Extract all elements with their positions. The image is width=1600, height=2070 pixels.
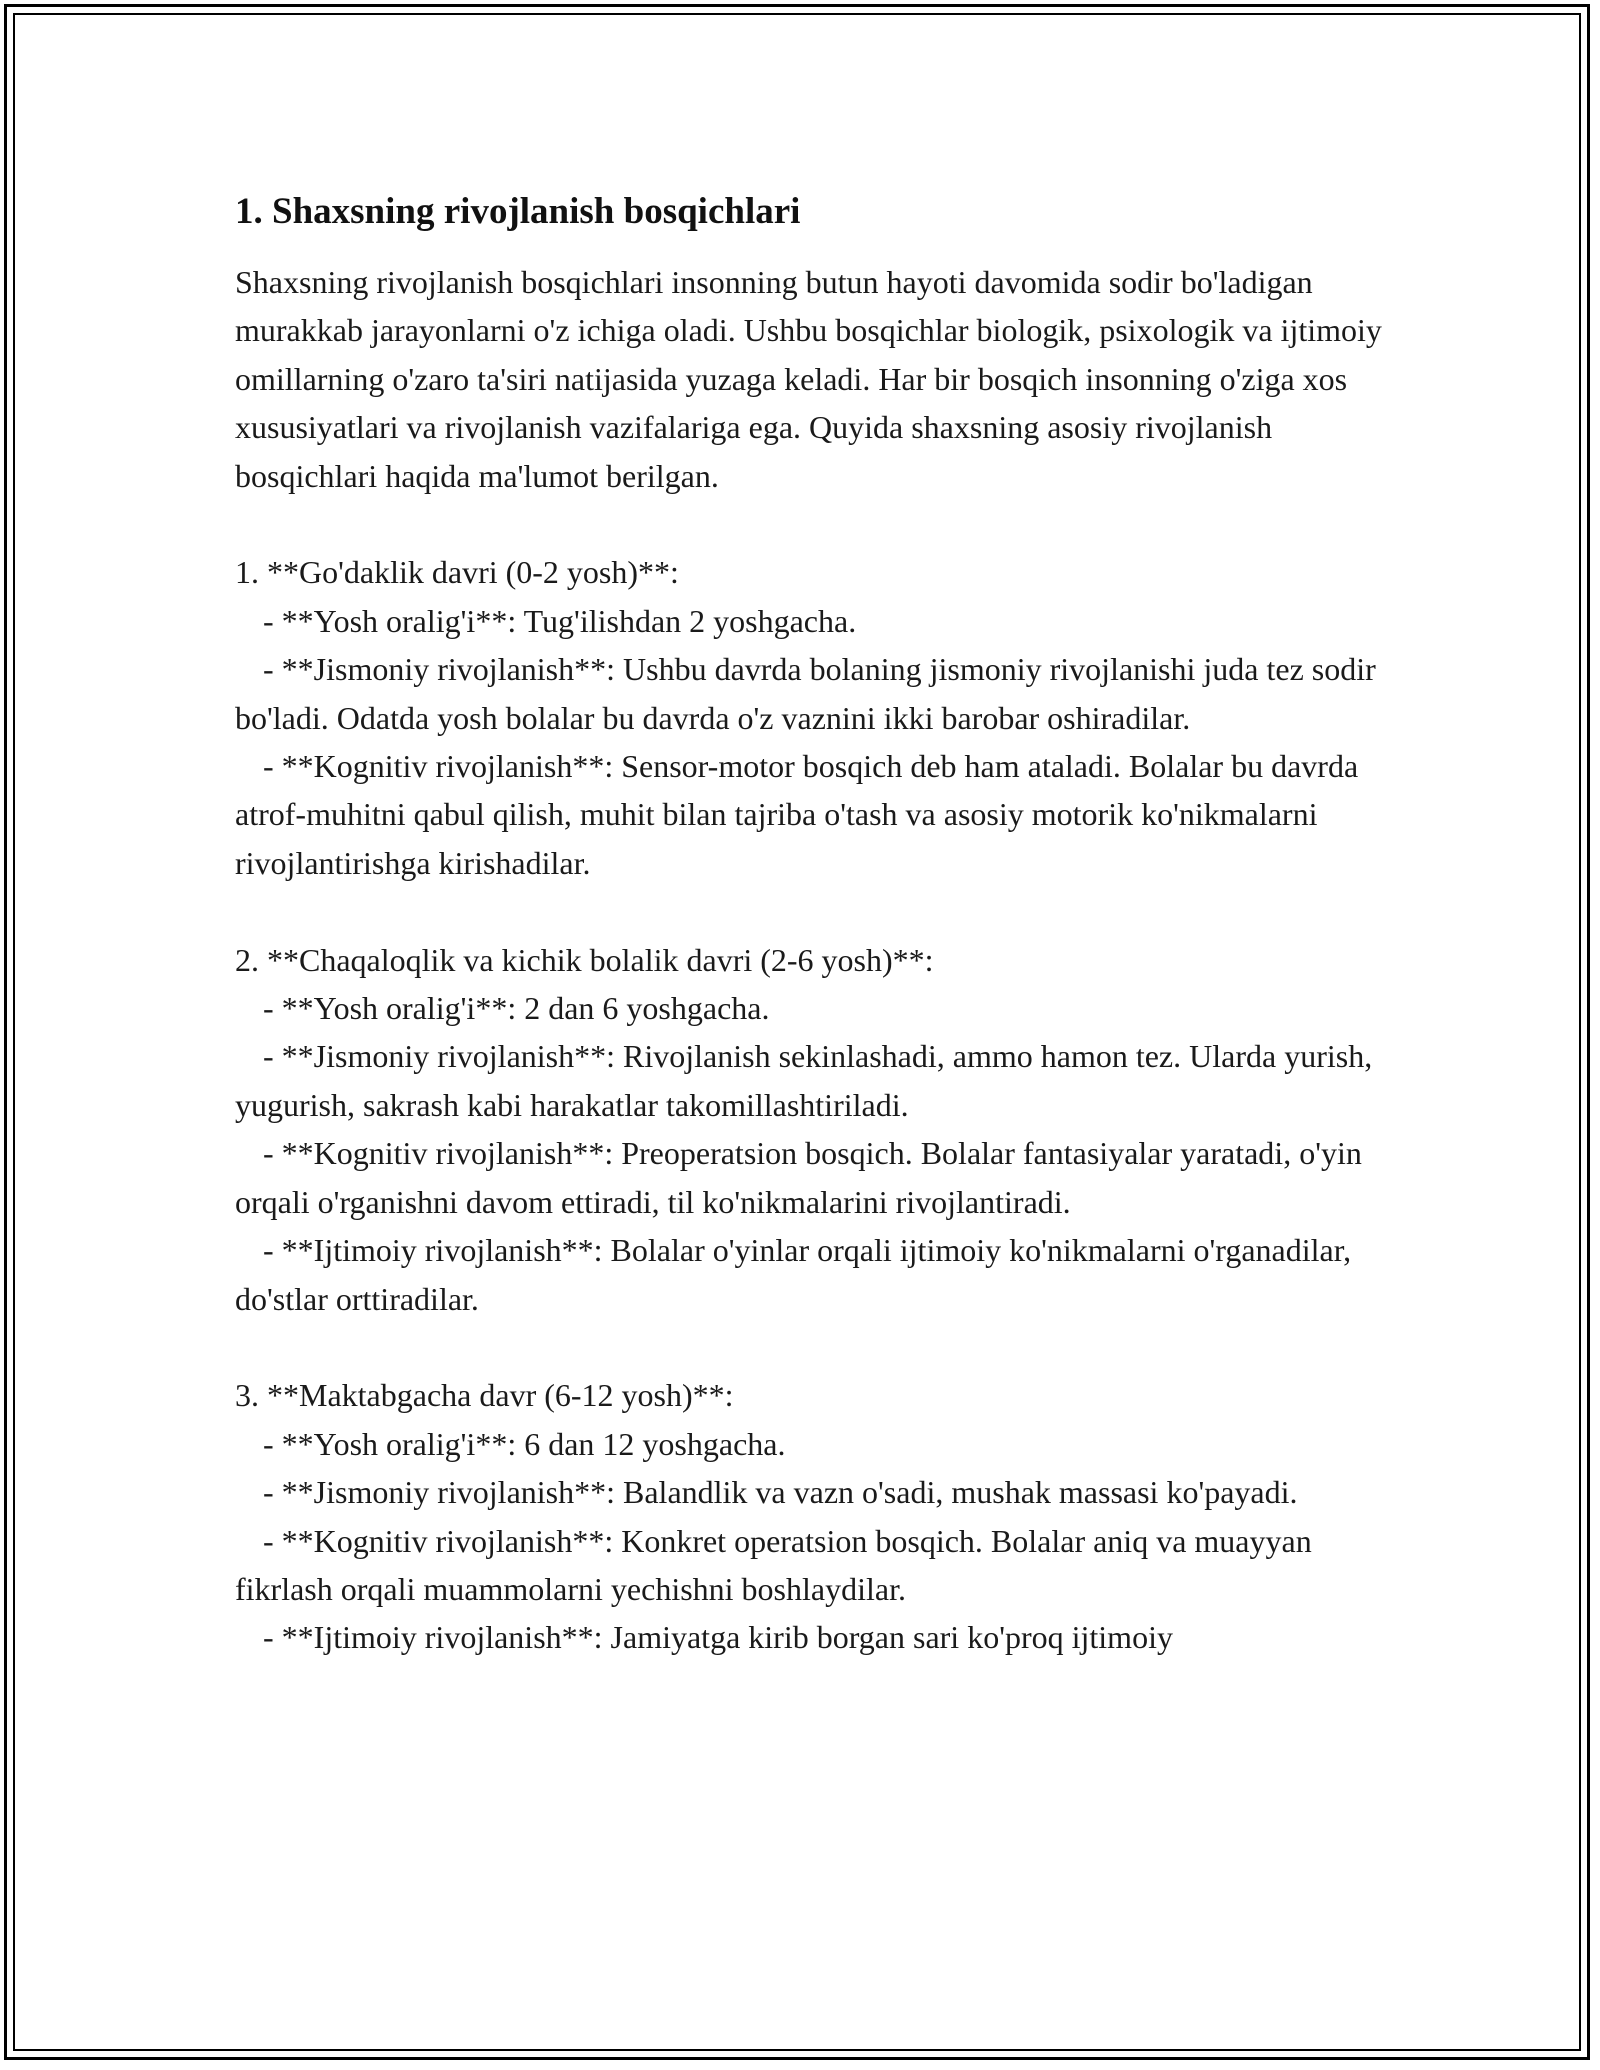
stage-title: 2. **Chaqaloqlik va kichik bolalik davri (2-6 yosh)**: [235,941,934,978]
stage-item: - **Yosh oralig'i**: 2 dan 6 yoshgacha. [263,990,770,1027]
intro-paragraph: Shaxsning rivojlanish bosqichlari insonning butun hayoti davomida sodir bo'ladigan murakkab jarayonlarni o'z ichiga oladi. Ushbu bosqichlar biologik, psixologik va ijtimoiy omillarning o'zaro ta'siri natijasida yuzaga keladi. Har bir bosqich insonning o'ziga xos xususiyatlari va rivojlanish vazifalariga ega. Quyida shaxsning asosiy rivojlanish bosqichlari haqida ma'lumot berilgan. [235,264,1382,494]
spacer [235,887,1385,935]
document-body [235,180,1385,1662]
stage-title: 3. **Maktabgacha davr (6-12 yosh)**: [235,1377,734,1414]
stage-section-3 [235,1371,1385,1661]
section-heading: 1. Shaxsning rivojlanish bosqichlari [235,191,801,232]
stage-item: - **Kognitiv rivojlanish**: Sensor-motor bosqich deb ham ataladi. Bolalar bu davrda atrof-muhitni qabul qilish, muhit bilan tajriba o'tash va asosiy motorik ko'nikmalarni rivojlantirishga kirishadilar. [235,748,1359,881]
stage-item: - **Yosh oralig'i**: Tug'ilishdan 2 yoshgacha. [263,602,857,639]
spacer [235,500,1385,548]
stage-item: - **Ijtimoiy rivojlanish**: Jamiyatga kirib borgan sari ko'proq ijtimoiy [263,1619,1173,1656]
stage-item: - **Jismoniy rivojlanish**: Balandlik va vazn o'sadi, mushak massasi ko'payadi. [263,1474,1298,1511]
stage-item: - **Yosh oralig'i**: 6 dan 12 yoshgacha. [263,1425,786,1462]
stage-title: 1. **Go'daklik davri (0-2 yosh)**: [235,554,679,591]
stage-item: - **Kognitiv rivojlanish**: Preoperatsion bosqich. Bolalar fantasiyalar yaratadi, o'yin orqali o'rganishni davom ettiradi, til ko'nikmalarini rivojlantiradi. [235,1135,1362,1220]
stage-section-2 [235,936,1385,1323]
stage-section-1 [235,548,1385,887]
stage-item: - **Jismoniy rivojlanish**: Ushbu davrda bolaning jismoniy rivojlanishi juda tez sodir bo'ladi. Odatda yosh bolalar bu davrda o'z vaznini ikki barobar oshiradilar. [235,651,1376,736]
stage-item: - **Ijtimoiy rivojlanish**: Bolalar o'yinlar orqali ijtimoiy ko'nikmalarni o'rganadilar, do'stlar orttiradilar. [235,1232,1352,1317]
stage-item: - **Jismoniy rivojlanish**: Rivojlanish sekinlashadi, ammo hamon tez. Ularda yurish, yugurish, sakrash kabi harakatlar takomillashtiriladi. [235,1038,1373,1123]
spacer [235,1323,1385,1371]
stage-item: - **Kognitiv rivojlanish**: Konkret operatsion bosqich. Bolalar aniq va muayyan fikrlash orqali muammolarni yechishni boshlaydilar. [235,1522,1312,1607]
